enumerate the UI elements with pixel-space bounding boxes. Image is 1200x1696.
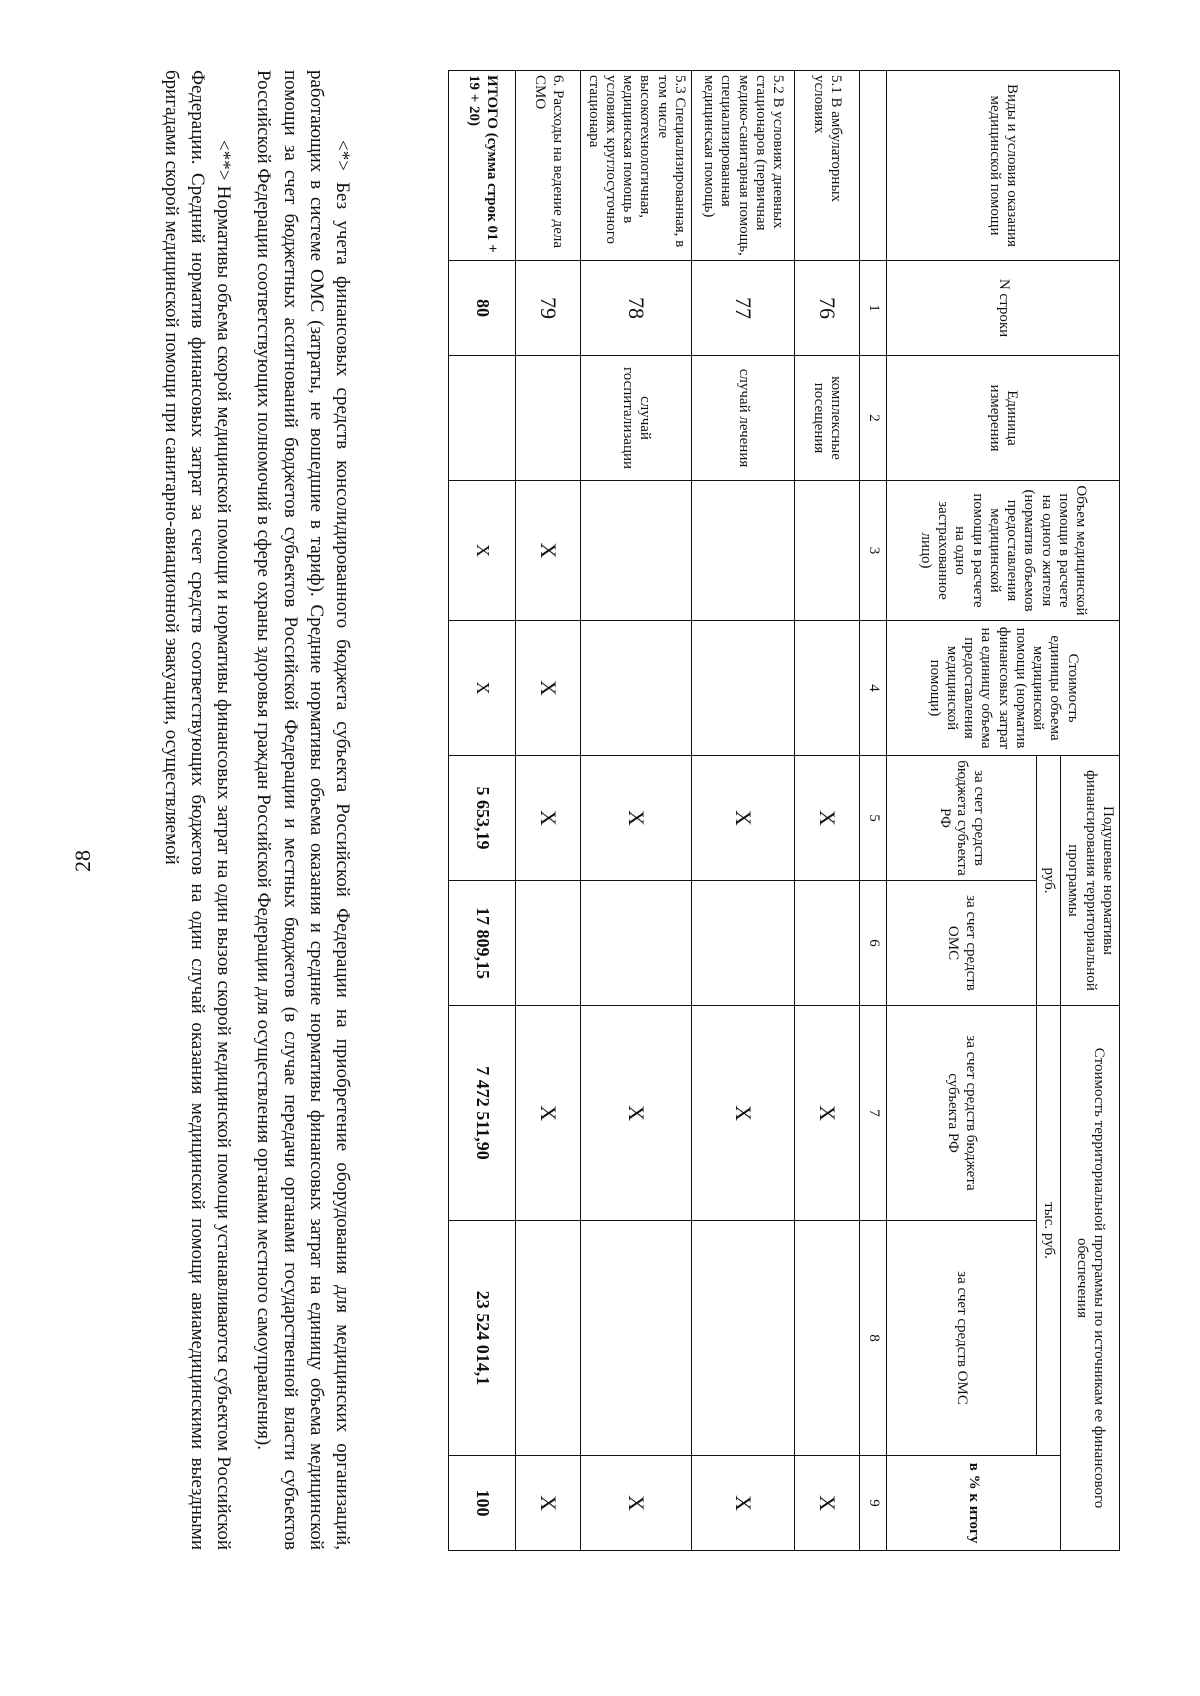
header-rub: руб. <box>1037 756 1061 1006</box>
header-c8: за счет средств ОМС <box>887 1221 1037 1456</box>
table-row <box>516 71 581 1551</box>
col-num: 9 <box>860 1456 887 1551</box>
table-row <box>692 71 795 1551</box>
total-c9: 100 <box>449 1456 516 1551</box>
row-c7: X <box>516 1006 581 1221</box>
row-n: 78 <box>581 261 692 356</box>
col-num: 5 <box>860 756 887 881</box>
header-percapita-group: Подушевые нормативы финансирования территориальной программы <box>1061 756 1120 1006</box>
total-vol: X <box>449 481 516 621</box>
row-cost: X <box>516 621 581 756</box>
footnotes <box>143 70 355 1550</box>
total-n: 80 <box>449 261 516 356</box>
header-row-1 <box>1061 71 1120 1551</box>
row-c6 <box>795 881 860 1006</box>
financing-table <box>449 70 1121 1551</box>
total-row <box>449 71 516 1551</box>
row-cost <box>795 621 860 756</box>
row-c9: X <box>692 1456 795 1551</box>
row-n: 79 <box>516 261 581 356</box>
row-c8 <box>692 1221 795 1456</box>
page-number: 28 <box>70 850 95 872</box>
row-c7: X <box>692 1006 795 1221</box>
row-c7: X <box>581 1006 692 1221</box>
row-vol: X <box>516 481 581 621</box>
header-cost-group: Стоимость территориальной программы по источникам ее финансового обеспечения <box>1061 1006 1120 1551</box>
row-c7: X <box>795 1006 860 1221</box>
row-kind: 6. Расходы на ведение дела СМО <box>516 71 581 261</box>
col-num: 1 <box>860 261 887 356</box>
footnote-2: <**> Нормативы объема скорой медицинской помощи и нормативы финансовых затрат на один вызов скорой медицинской помощи устанавливаются субъектом Российской Федерации. Средний норматив финансовых затрат за счет средств соответствующих бюджетов на один случай оказания медицинской помощи авиамедицинскими выездными бригадами скорой медицинской помощи при санитарно-авиационной эвакуации, осуществляемой <box>160 70 235 1550</box>
header-cost: Стоимость единицы объема медицинской помощи (норматив финансовых затрат на единицу объема предоставления медицинской помощи) <box>887 621 1120 756</box>
footnote-1: <*> Без учета финансовых средств консолидированного бюджета субъекта Российской Федерации на приобретение оборудования для медицинских организаций, работающих в системе ОМС (затраты, не вошедшие в тариф). Средние нормативы объема оказания и средние нормативы финансовых затрат на единицу объема медицинской помощи за счет бюджетных ассигнований бюджетов субъектов Российской Федерации и местных бюджетов (в случае передачи органами государственной власти субъектов Российской Федерации соответствующих полномочий в сфере охраны здоровья граждан Российской Федерации для осуществления органами местного самоуправления). <box>253 70 353 1550</box>
row-kind: 5.3 Специализированная, в том числе высокотехнологичная, медицинская помощь в условиях круглосуточного стационара <box>581 71 692 261</box>
row-cost <box>581 621 692 756</box>
header-c7: за счет средств бюджета субъекта РФ <box>887 1006 1037 1221</box>
row-c9: X <box>795 1456 860 1551</box>
col-num: 4 <box>860 621 887 756</box>
header-kind: Виды и условия оказания медицинской помощи <box>887 71 1120 261</box>
row-unit: случай лечения <box>692 356 795 481</box>
row-c6 <box>516 881 581 1006</box>
row-c5: X <box>516 756 581 881</box>
total-c8: 23 524 014,1 <box>449 1221 516 1456</box>
row-vol <box>692 481 795 621</box>
table-row <box>795 71 860 1551</box>
table-row <box>581 71 692 1551</box>
header-n: N строки <box>887 261 1120 356</box>
column-number-row <box>860 71 887 1551</box>
row-unit: случай госпитализации <box>581 356 692 481</box>
row-n: 76 <box>795 261 860 356</box>
row-unit: комплексные посещения <box>795 356 860 481</box>
row-unit <box>516 356 581 481</box>
header-c5: за счет средств бюджета субъекта РФ <box>887 756 1037 881</box>
row-c5: X <box>795 756 860 881</box>
header-unit: Единица измерения <box>887 356 1120 481</box>
col-num: 2 <box>860 356 887 481</box>
col-num: 7 <box>860 1006 887 1221</box>
row-c5: X <box>581 756 692 881</box>
row-c6 <box>581 881 692 1006</box>
row-c6 <box>692 881 795 1006</box>
total-c5: 5 653,19 <box>449 756 516 881</box>
row-c8 <box>581 1221 692 1456</box>
row-kind: 5.1 В амбулаторных условиях <box>795 71 860 261</box>
rotated-content <box>80 60 1120 1560</box>
row-kind: 5.2 В условиях дневных стационаров (первичная медико-санитарная помощь, специализированная медицинская помощь) <box>692 71 795 261</box>
total-c6: 17 809,15 <box>449 881 516 1006</box>
total-c7: 7 472 511,90 <box>449 1006 516 1221</box>
row-cost <box>692 621 795 756</box>
row-c5: X <box>692 756 795 881</box>
row-c8 <box>795 1221 860 1456</box>
total-kind: ИТОГО (сумма строк 01 + 19 + 20) <box>449 71 516 261</box>
header-tys-rub: тыс. руб. <box>1037 1006 1061 1456</box>
row-c9: X <box>581 1456 692 1551</box>
col-num <box>860 71 887 261</box>
row-vol <box>795 481 860 621</box>
row-n: 77 <box>692 261 795 356</box>
row-c8 <box>516 1221 581 1456</box>
total-unit <box>449 356 516 481</box>
header-volume: Объем медицинской помощи в расчете на одного жителя (норматив объемов предоставления медицинской помощи в расчете на одно застрахованное лицо) <box>887 481 1120 621</box>
row-vol <box>581 481 692 621</box>
col-num: 8 <box>860 1221 887 1456</box>
header-c9: в % к итогу <box>887 1456 1061 1551</box>
total-cost: X <box>449 621 516 756</box>
row-c9: X <box>516 1456 581 1551</box>
header-c6: за счет средств ОМС <box>887 881 1037 1006</box>
col-num: 6 <box>860 881 887 1006</box>
col-num: 3 <box>860 481 887 621</box>
